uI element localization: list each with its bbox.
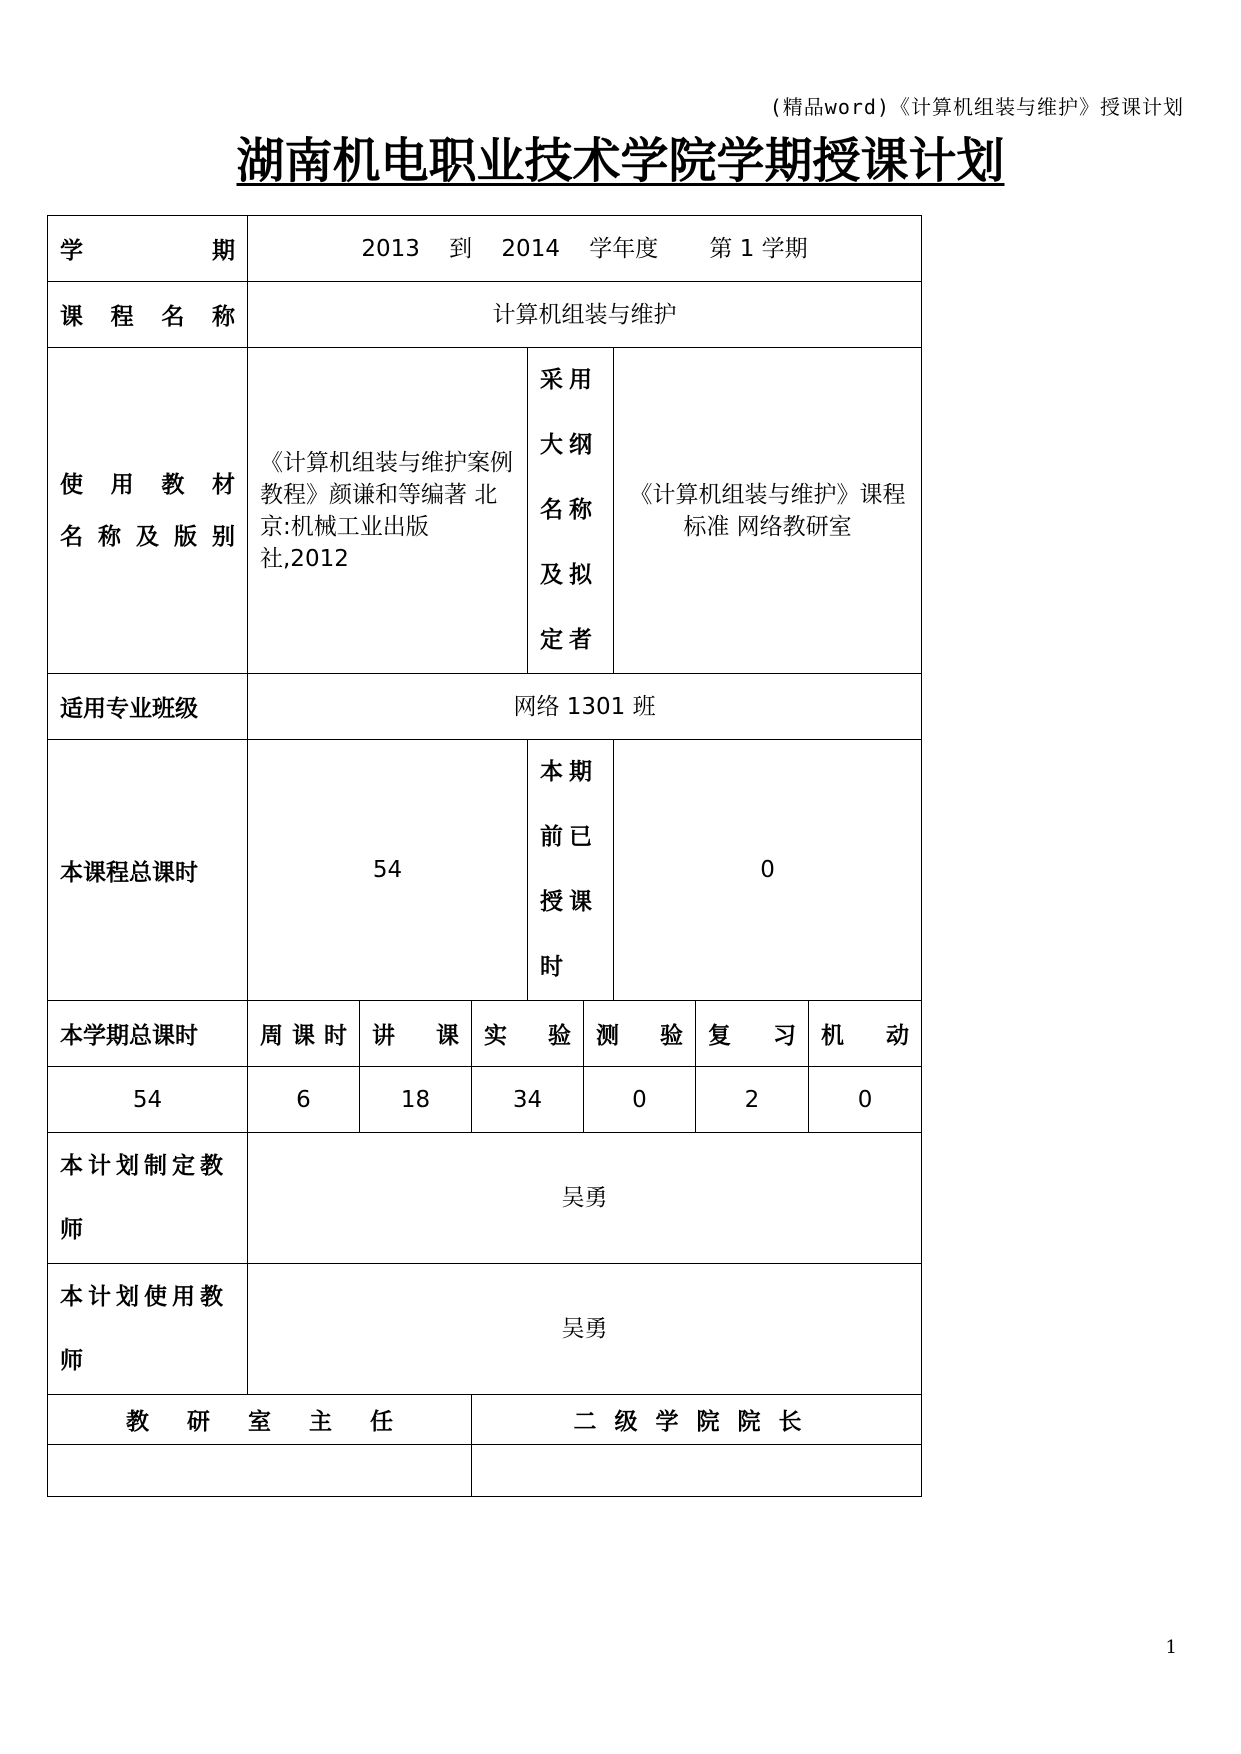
signature-label-row [48,1395,922,1445]
page-title [0,122,1241,191]
textbook-row [48,348,922,674]
header-weekly: 周课时 [248,1001,360,1067]
total-hours-label: 本课程总课时 [48,740,248,1001]
value-weekly: 6 [248,1067,360,1133]
year-suffix: 学年度 [589,235,659,262]
course-name-row [48,282,922,348]
term-hours-header-row [48,1001,922,1067]
start-year: 2013 [361,235,420,262]
total-hours-value: 54 [248,740,528,1001]
class-row [48,674,922,740]
prior-hours-label: 本期前已授课时 [528,740,614,1001]
term: 第 1 学期 [709,235,808,262]
header-lecture: 讲课 [360,1001,472,1067]
header-test: 测验 [584,1001,696,1067]
term-hours-value-row [48,1067,922,1133]
page-number: 1 [1165,1637,1177,1658]
teacher-row [48,1264,922,1395]
semester-label: 学期 [48,216,248,282]
header-flexible: 机动 [809,1001,922,1067]
course-name-value: 计算机组装与维护 [248,282,922,348]
director-label: 教研室主任 [48,1395,472,1445]
course-name-label: 课程名称 [48,282,248,348]
textbook-label [48,348,248,674]
dean-signature [472,1445,922,1497]
header-note: (精品word)《计算机组装与维护》授课计划 [769,95,1184,119]
term-hours-label: 本学期总课时 [48,1001,248,1067]
value-flexible: 0 [809,1067,922,1133]
value-review: 2 [696,1067,809,1133]
class-value: 网络 1301 班 [248,674,922,740]
to-word: 到 [449,235,473,262]
planner-row [48,1133,922,1264]
textbook-label-line2: 名称及版别 [60,523,235,550]
page-title-text: 湖南机电职业技术学院学期授课计划 [236,133,1005,189]
semester-row [48,216,922,282]
outline-value: 《计算机组装与维护》课程标准 网络教研室 [614,348,922,674]
teaching-plan-table [47,215,922,1497]
header-experiment: 实验 [472,1001,584,1067]
teacher-label: 本计划使用教师 [48,1264,248,1395]
teacher-value: 吴勇 [248,1264,922,1395]
term-hours-total: 54 [48,1067,248,1133]
planner-value: 吴勇 [248,1133,922,1264]
prior-hours-value: 0 [614,740,922,1001]
class-label: 适用专业班级 [48,674,248,740]
semester-value [248,216,922,282]
director-signature [48,1445,472,1497]
value-test: 0 [584,1067,696,1133]
signature-value-row [48,1445,922,1497]
end-year: 2014 [501,235,560,262]
outline-label: 采用大纲名称及拟定者 [528,348,614,674]
dean-label: 二级学院院长 [472,1395,922,1445]
value-lecture: 18 [360,1067,472,1133]
total-hours-row [48,740,922,1001]
textbook-value: 《计算机组装与维护案例教程》颜谦和等编著 北京:机械工业出版社,2012 [248,348,528,674]
textbook-label-line1: 使用教材 [60,471,235,498]
value-experiment: 34 [472,1067,584,1133]
header-review: 复习 [696,1001,809,1067]
planner-label: 本计划制定教师 [48,1133,248,1264]
